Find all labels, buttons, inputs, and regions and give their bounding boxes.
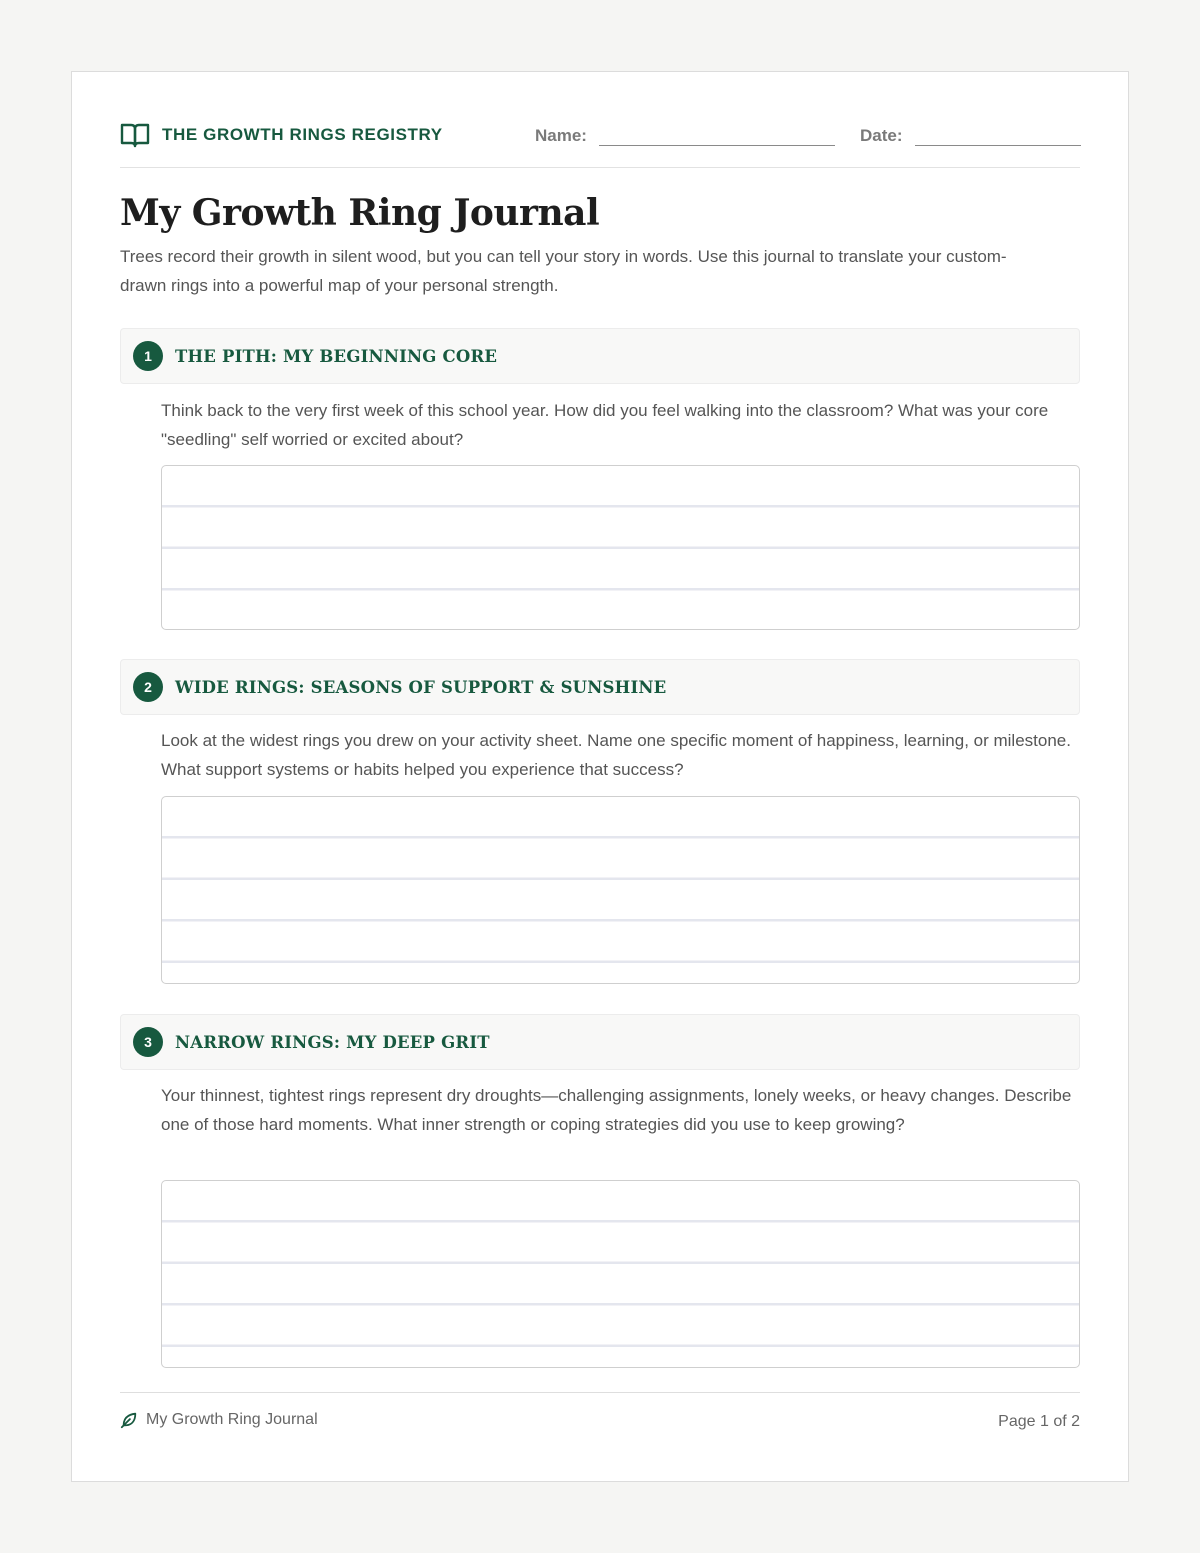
date-label: Date: <box>860 126 903 145</box>
name-label: Name: <box>535 126 587 145</box>
section-1-answer-box[interactable] <box>161 465 1080 630</box>
intro-text: Trees record their growth in silent wood, but you can tell your story in words. Use this journal to translate your custom-drawn rings into a powerful map of your personal strength. <box>120 247 1007 295</box>
page-footer <box>120 1392 1080 1430</box>
brand-name: THE GROWTH RINGS REGISTRY <box>162 125 443 144</box>
section-number: 2 <box>133 672 163 702</box>
section-3-prompt: Your thinnest, tightest rings represent dry droughts—challenging assignments, lonely weeks, or heavy changes. Describe one of those hard moments. What inner strength or coping strategies did you use to keep growing? <box>161 1086 1072 1134</box>
section-2-answer-box[interactable] <box>161 796 1080 984</box>
worksheet-page <box>71 71 1129 1482</box>
section-number: 1 <box>133 341 163 371</box>
page-header <box>120 120 1080 168</box>
section-2-header <box>120 659 1080 715</box>
section-title: NARROW RINGS: MY DEEP GRIT <box>175 1032 490 1052</box>
section-3-header <box>120 1014 1080 1070</box>
section-title: THE PITH: MY BEGINNING CORE <box>175 346 498 366</box>
date-line[interactable] <box>915 128 1081 146</box>
name-field[interactable] <box>535 126 835 146</box>
page-title: My Growth Ring Journal <box>120 192 600 234</box>
section-1-header <box>120 328 1080 384</box>
section-number: 3 <box>133 1027 163 1057</box>
footer-title: My Growth Ring Journal <box>146 1411 318 1428</box>
open-book-icon <box>120 122 150 148</box>
leaf-icon <box>120 1411 138 1429</box>
name-line[interactable] <box>599 128 835 146</box>
section-title: WIDE RINGS: SEASONS OF SUPPORT & SUNSHINE <box>175 677 667 697</box>
section-1-prompt: Think back to the very first week of this school year. How did you feel walking into the classroom? What was your core "seedling" self worried or excited about? <box>161 401 1049 449</box>
brand <box>120 122 443 148</box>
section-2-prompt: Look at the widest rings you drew on your activity sheet. Name one specific moment of happiness, learning, or milestone. What support systems or habits helped you experience that success? <box>161 731 1071 779</box>
date-field[interactable] <box>860 126 1081 146</box>
section-3-answer-box[interactable] <box>161 1180 1080 1368</box>
footer-title-group <box>120 1411 318 1429</box>
page-number: Page 1 of 2 <box>998 1413 1080 1430</box>
